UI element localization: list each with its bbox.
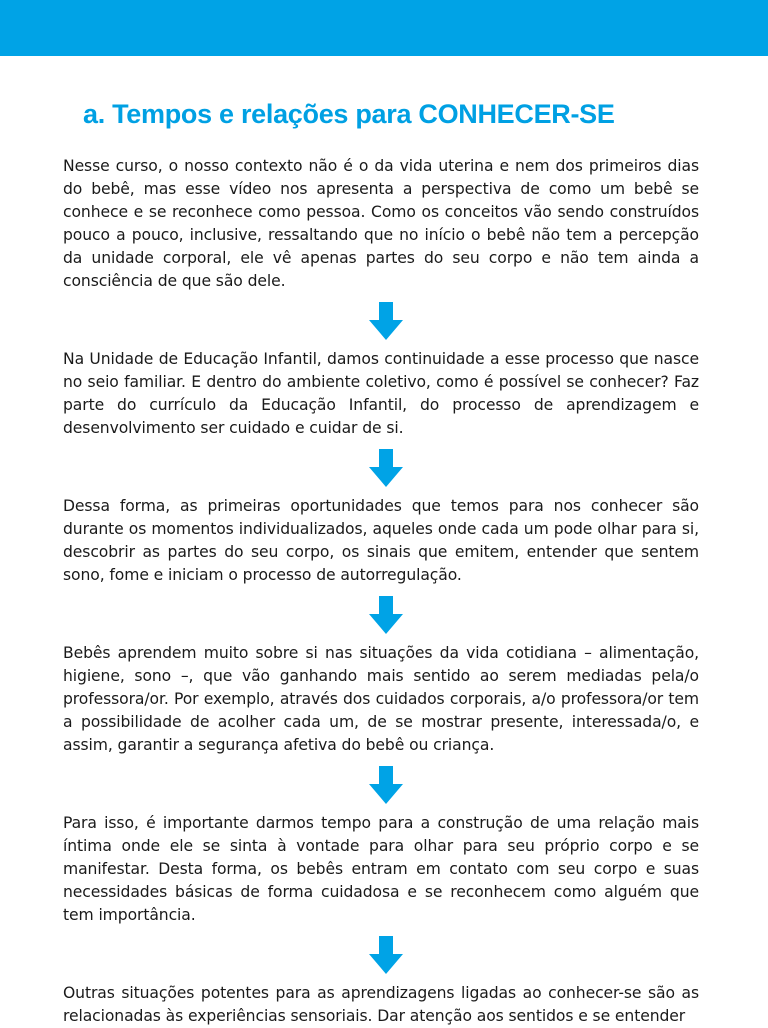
paragraph-5: Para isso, é importante darmos tempo para a construção de uma relação mais íntima onde ele se sinta à vontade para olhar para seu próprio corpo e se manifestar. Desta forma, os bebês entram em contato com seu corpo e suas necessidades básicas de forma cuidadosa e se reconhecem como alguém que tem importância.	[63, 814, 699, 924]
arrow-down-icon	[63, 757, 699, 812]
header-bar	[0, 0, 768, 56]
paragraph-2: Na Unidade de Educação Infantil, damos continuidade a esse processo que nasce no seio familiar. E dentro do ambiente coletivo, como é possível se conhecer? Faz parte do currículo da Educação Infantil, do processo de aprendizagem e desenvolvimento ser cuidado e cuidar de si.	[63, 350, 699, 437]
arrow-down-icon	[63, 927, 699, 982]
arrow-down-icon	[63, 587, 699, 642]
paragraph-4: Bebês aprendem muito sobre si nas situações da vida cotidiana – alimentação, higiene, sono –, que vão ganhando mais sentido ao serem mediadas pela/o professora/or. Por exemplo, através dos cuidados corporais, a/o professora/or tem a possibilidade de acolher cada um, de se mostrar presente, interessada/o, e assim, garantir a segurança afetiva do bebê ou criança.	[63, 644, 699, 754]
section-heading: a. Tempos e relações para CONHECER-SE	[83, 99, 615, 129]
paragraph-6: Outras situações potentes para as aprendizagens ligadas ao conhecer-se são as relacionadas às experiências sensoriais. Dar atenção aos sentidos e se entender	[63, 984, 699, 1025]
paragraph-1: Nesse curso, o nosso contexto não é o da vida uterina e nem dos primeiros dias do bebê, mas esse vídeo nos apresenta a perspectiva de como um bebê se conhece e se reconhece como pessoa. Como os conceitos vão sendo construídos pouco a pouco, inclusive, ressaltando que no início o bebê não tem a percepção da unidade corporal, ele vê apenas partes do seu corpo e não tem ainda a consciência de que são dele.	[63, 157, 699, 290]
document-body	[63, 92, 699, 1028]
arrow-down-icon	[63, 440, 699, 495]
paragraph-3: Dessa forma, as primeiras oportunidades que temos para nos conhecer são durante os momentos individualizados, aqueles onde cada um pode olhar para si, descobrir as partes do seu corpo, os sinais que emitem, entender que sentem sono, fome e iniciam o processo de autorregulação.	[63, 497, 699, 584]
arrow-down-icon	[63, 293, 699, 348]
